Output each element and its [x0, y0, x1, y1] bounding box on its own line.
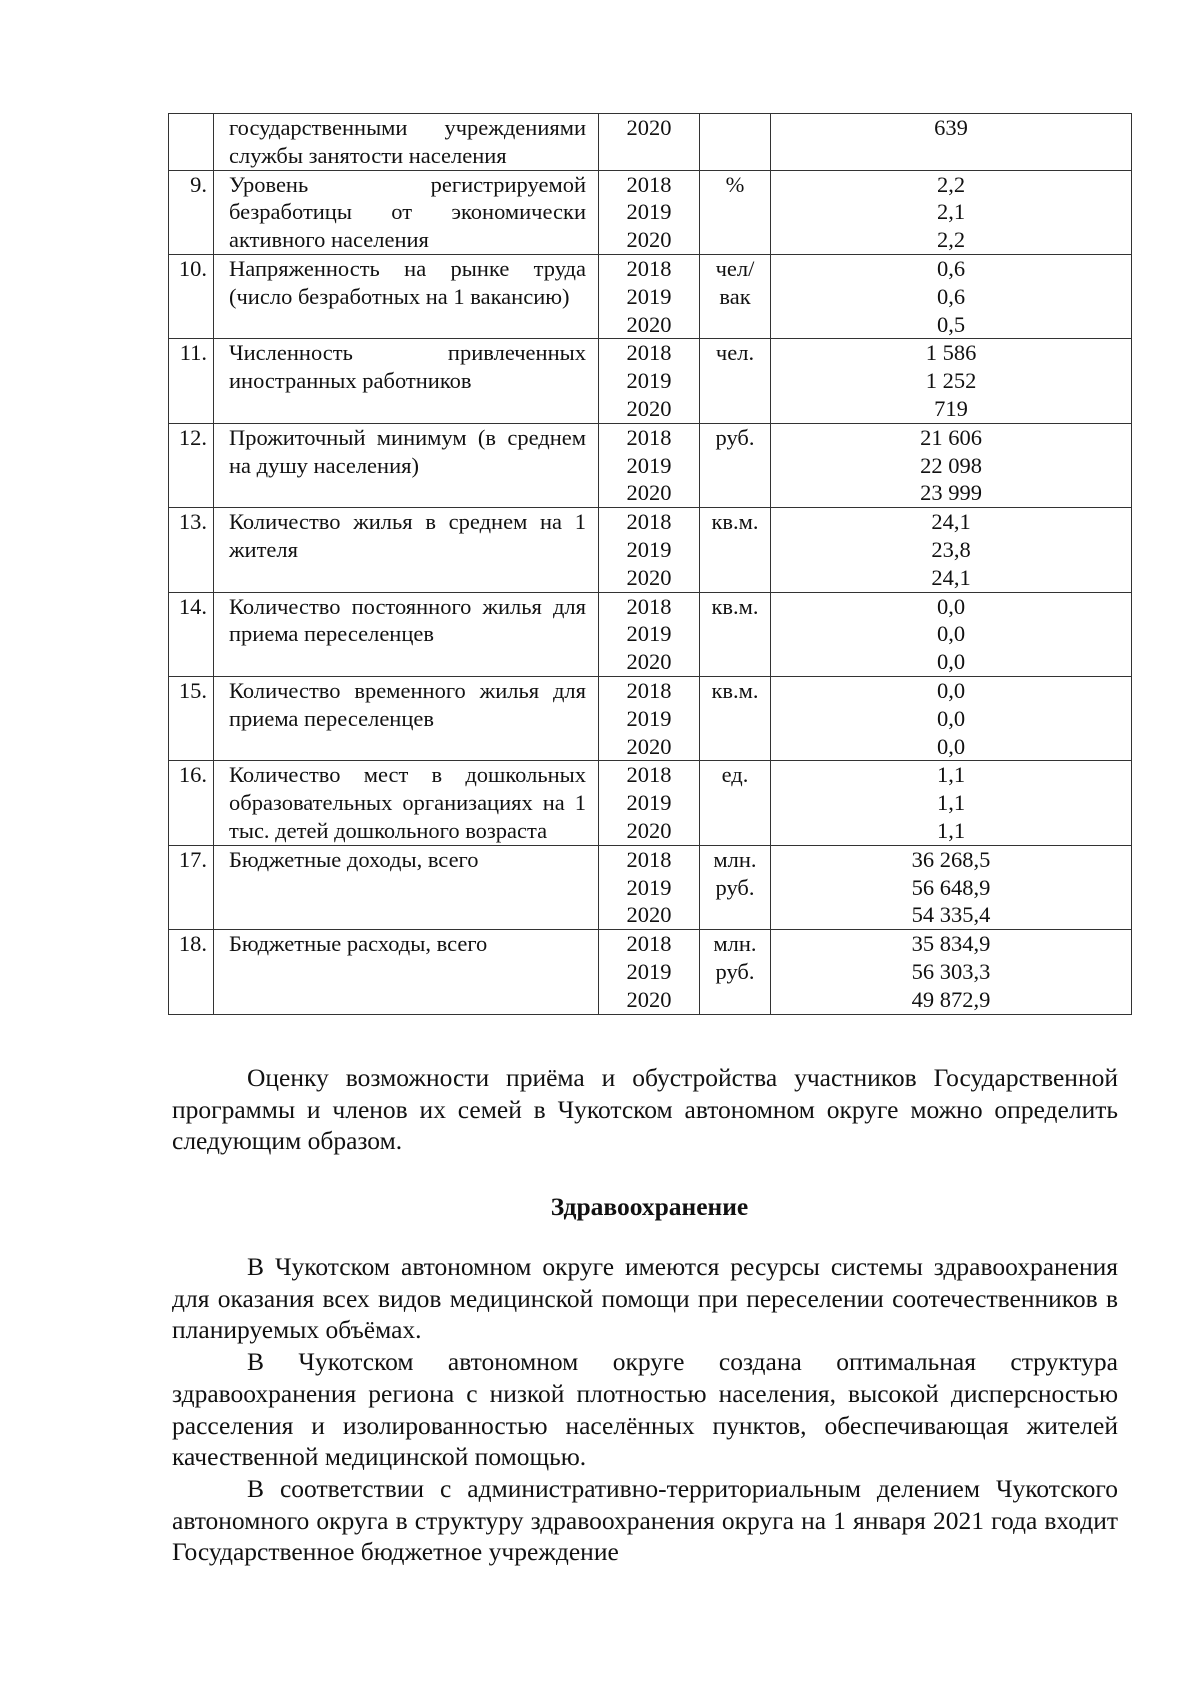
indicator-value: 0,5	[936, 311, 966, 337]
indicator-name: Уровень регистрируемой безработицы от экономически активного населения	[214, 170, 599, 254]
table-row	[169, 592, 1132, 676]
indicator-value: 0,0	[936, 649, 966, 675]
year-value: 2020	[626, 395, 672, 421]
year-value: 2019	[626, 958, 672, 984]
year-value: 2018	[626, 424, 672, 450]
value-cell	[771, 930, 1132, 1014]
indicator-value: 1 252	[925, 368, 977, 394]
table-row	[169, 761, 1132, 845]
value-cell	[771, 339, 1132, 423]
row-number: 12.	[169, 423, 214, 507]
table-row	[169, 339, 1132, 423]
year-value: 2019	[626, 874, 672, 900]
row-number: 17.	[169, 845, 214, 929]
indicator-value: 639	[934, 115, 968, 140]
year-cell	[599, 845, 700, 929]
indicator-value: 2,2	[936, 227, 966, 253]
value-cell	[771, 845, 1132, 929]
year-value: 2020	[626, 817, 672, 843]
indicator-value: 24,1	[931, 564, 971, 590]
indicator-value: 0,0	[936, 705, 966, 731]
indicator-name: Напряженность на рынке труда (число безработных на 1 вакансию)	[214, 254, 599, 338]
indicator-value: 0,6	[936, 283, 966, 309]
unit-cell: руб.	[700, 423, 771, 507]
year-value: 2018	[626, 255, 672, 281]
year-value: 2020	[626, 480, 672, 506]
indicator-value: 0,0	[936, 621, 966, 647]
indicator-value: 21 606	[920, 424, 982, 450]
indicator-name: Бюджетные расходы, всего	[214, 930, 599, 1014]
row-number: 11.	[169, 339, 214, 423]
year-value: 2018	[626, 931, 672, 957]
year-value: 2018	[626, 677, 672, 703]
indicator-value: 1,1	[936, 817, 966, 843]
unit-cell: млн. руб.	[700, 930, 771, 1014]
indicator-name: Количество мест в дошкольных образовательных организациях на 1 тыс. детей дошкольного возраста	[214, 761, 599, 845]
value-cell	[771, 254, 1132, 338]
row-number: 13.	[169, 508, 214, 592]
row-number: 14.	[169, 592, 214, 676]
indicator-name: Бюджетные доходы, всего	[214, 845, 599, 929]
unit-cell: кв.м.	[700, 592, 771, 676]
table-row	[169, 845, 1132, 929]
indicator-value: 2,1	[936, 199, 966, 225]
row-number: 16.	[169, 761, 214, 845]
indicator-value: 24,1	[931, 509, 971, 535]
year-cell	[599, 339, 700, 423]
indicator-value: 719	[934, 395, 968, 421]
indicator-value: 35 834,9	[911, 931, 991, 957]
year-value: 2019	[626, 705, 672, 731]
indicator-name: Прожиточный минимум (в среднем на душу населения)	[214, 423, 599, 507]
table-row	[169, 508, 1132, 592]
year-cell	[599, 114, 700, 171]
year-value: 2020	[626, 902, 672, 928]
year-value: 2020	[626, 115, 672, 140]
section-heading: Здравоохранение	[550, 1192, 749, 1221]
year-value: 2019	[626, 536, 672, 562]
table-row	[169, 423, 1132, 507]
year-value: 2018	[626, 762, 672, 788]
indicator-value: 23,8	[931, 536, 971, 562]
year-value: 2020	[626, 986, 672, 1012]
indicator-value: 0,0	[936, 677, 966, 703]
healthcare-paragraph-3: В соответствии с административно-территориальным делением Чукотского автономного округа в структуру здравоохранения округа на 1 января 2021 года входит Государственное бюджетное учреждение	[172, 1473, 1118, 1567]
table-row	[169, 170, 1132, 254]
indicator-name: Количество временного жилья для приема переселенцев	[214, 676, 599, 760]
year-value: 2020	[626, 733, 672, 759]
year-value: 2020	[626, 227, 672, 253]
unit-cell: кв.м.	[700, 508, 771, 592]
indicators-table	[168, 113, 1132, 1015]
value-cell	[771, 592, 1132, 676]
year-cell	[599, 170, 700, 254]
unit-cell: ед.	[700, 761, 771, 845]
unit-cell: кв.м.	[700, 676, 771, 760]
value-cell	[771, 761, 1132, 845]
year-cell	[599, 930, 700, 1014]
value-cell	[771, 170, 1132, 254]
indicator-name: Количество жилья в среднем на 1 жителя	[214, 508, 599, 592]
year-value: 2019	[626, 621, 672, 647]
year-value: 2019	[626, 790, 672, 816]
row-number	[169, 114, 214, 171]
intro-text	[172, 1062, 1118, 1157]
year-value: 2019	[626, 199, 672, 225]
indicator-value: 2,2	[936, 171, 966, 197]
value-cell	[771, 423, 1132, 507]
indicator-value: 36 268,5	[911, 846, 991, 872]
indicator-value: 0,0	[936, 593, 966, 619]
healthcare-paragraph-1: В Чукотском автономном округе имеются ресурсы системы здравоохранения для оказания всех видов медицинской помощи при переселении соотечественников в планируемых объёмах.	[172, 1252, 1118, 1345]
indicators-table-body	[169, 114, 1132, 1015]
year-value: 2020	[626, 564, 672, 590]
year-value: 2018	[626, 509, 672, 535]
year-cell	[599, 508, 700, 592]
year-value: 2020	[626, 311, 672, 337]
unit-cell	[700, 114, 771, 171]
table-row	[169, 930, 1132, 1014]
indicator-value: 1 586	[925, 340, 977, 366]
row-number: 18.	[169, 930, 214, 1014]
indicator-value: 49 872,9	[911, 986, 991, 1012]
indicator-name: Численность привлеченных иностранных работников	[214, 339, 599, 423]
year-cell	[599, 423, 700, 507]
year-value: 2019	[626, 368, 672, 394]
row-number: 15.	[169, 676, 214, 760]
indicator-value: 0,0	[936, 733, 966, 759]
year-cell	[599, 592, 700, 676]
unit-cell: %	[700, 170, 771, 254]
healthcare-text	[172, 1251, 1118, 1568]
row-number: 10.	[169, 254, 214, 338]
year-cell	[599, 254, 700, 338]
unit-cell: чел.	[700, 339, 771, 423]
year-value: 2018	[626, 846, 672, 872]
indicator-value: 23 999	[920, 480, 982, 506]
indicator-name: Количество постоянного жилья для приема переселенцев	[214, 592, 599, 676]
value-cell	[771, 508, 1132, 592]
year-value: 2018	[626, 171, 672, 197]
indicator-value: 0,6	[936, 255, 966, 281]
year-value: 2018	[626, 593, 672, 619]
table-row	[169, 676, 1132, 760]
year-value: 2019	[626, 452, 672, 478]
indicator-value: 1,1	[936, 762, 966, 788]
unit-cell: млн. руб.	[700, 845, 771, 929]
indicator-value: 54 335,4	[911, 902, 991, 928]
year-cell	[599, 676, 700, 760]
unit-cell: чел/ вак	[700, 254, 771, 338]
value-cell	[771, 114, 1132, 171]
year-value: 2018	[626, 340, 672, 366]
indicator-value: 56 648,9	[911, 874, 991, 900]
table-row	[169, 254, 1132, 338]
indicator-name: государственными учреждениями службы занятости населения	[214, 114, 599, 171]
year-cell	[599, 761, 700, 845]
row-number: 9.	[169, 170, 214, 254]
indicator-value: 56 303,3	[911, 958, 991, 984]
indicator-value: 1,1	[936, 790, 966, 816]
year-value: 2019	[626, 283, 672, 309]
year-value: 2020	[626, 649, 672, 675]
indicator-value: 22 098	[920, 452, 982, 478]
intro-paragraph: Оценку возможности приёма и обустройства участников Государственной программы и членов их семей в Чукотском автономном округе можно определить следующим образом.	[172, 1063, 1118, 1156]
healthcare-paragraph-2: В Чукотском автономном округе создана оптимальная структура здравоохранения региона с низкой плотностью населения, высокой дисперсностью расселения и изолированностью населённых пунктов, обеспечивающая жителей качественной медицинской помощью.	[172, 1347, 1118, 1472]
table-row	[169, 114, 1132, 171]
value-cell	[771, 676, 1132, 760]
